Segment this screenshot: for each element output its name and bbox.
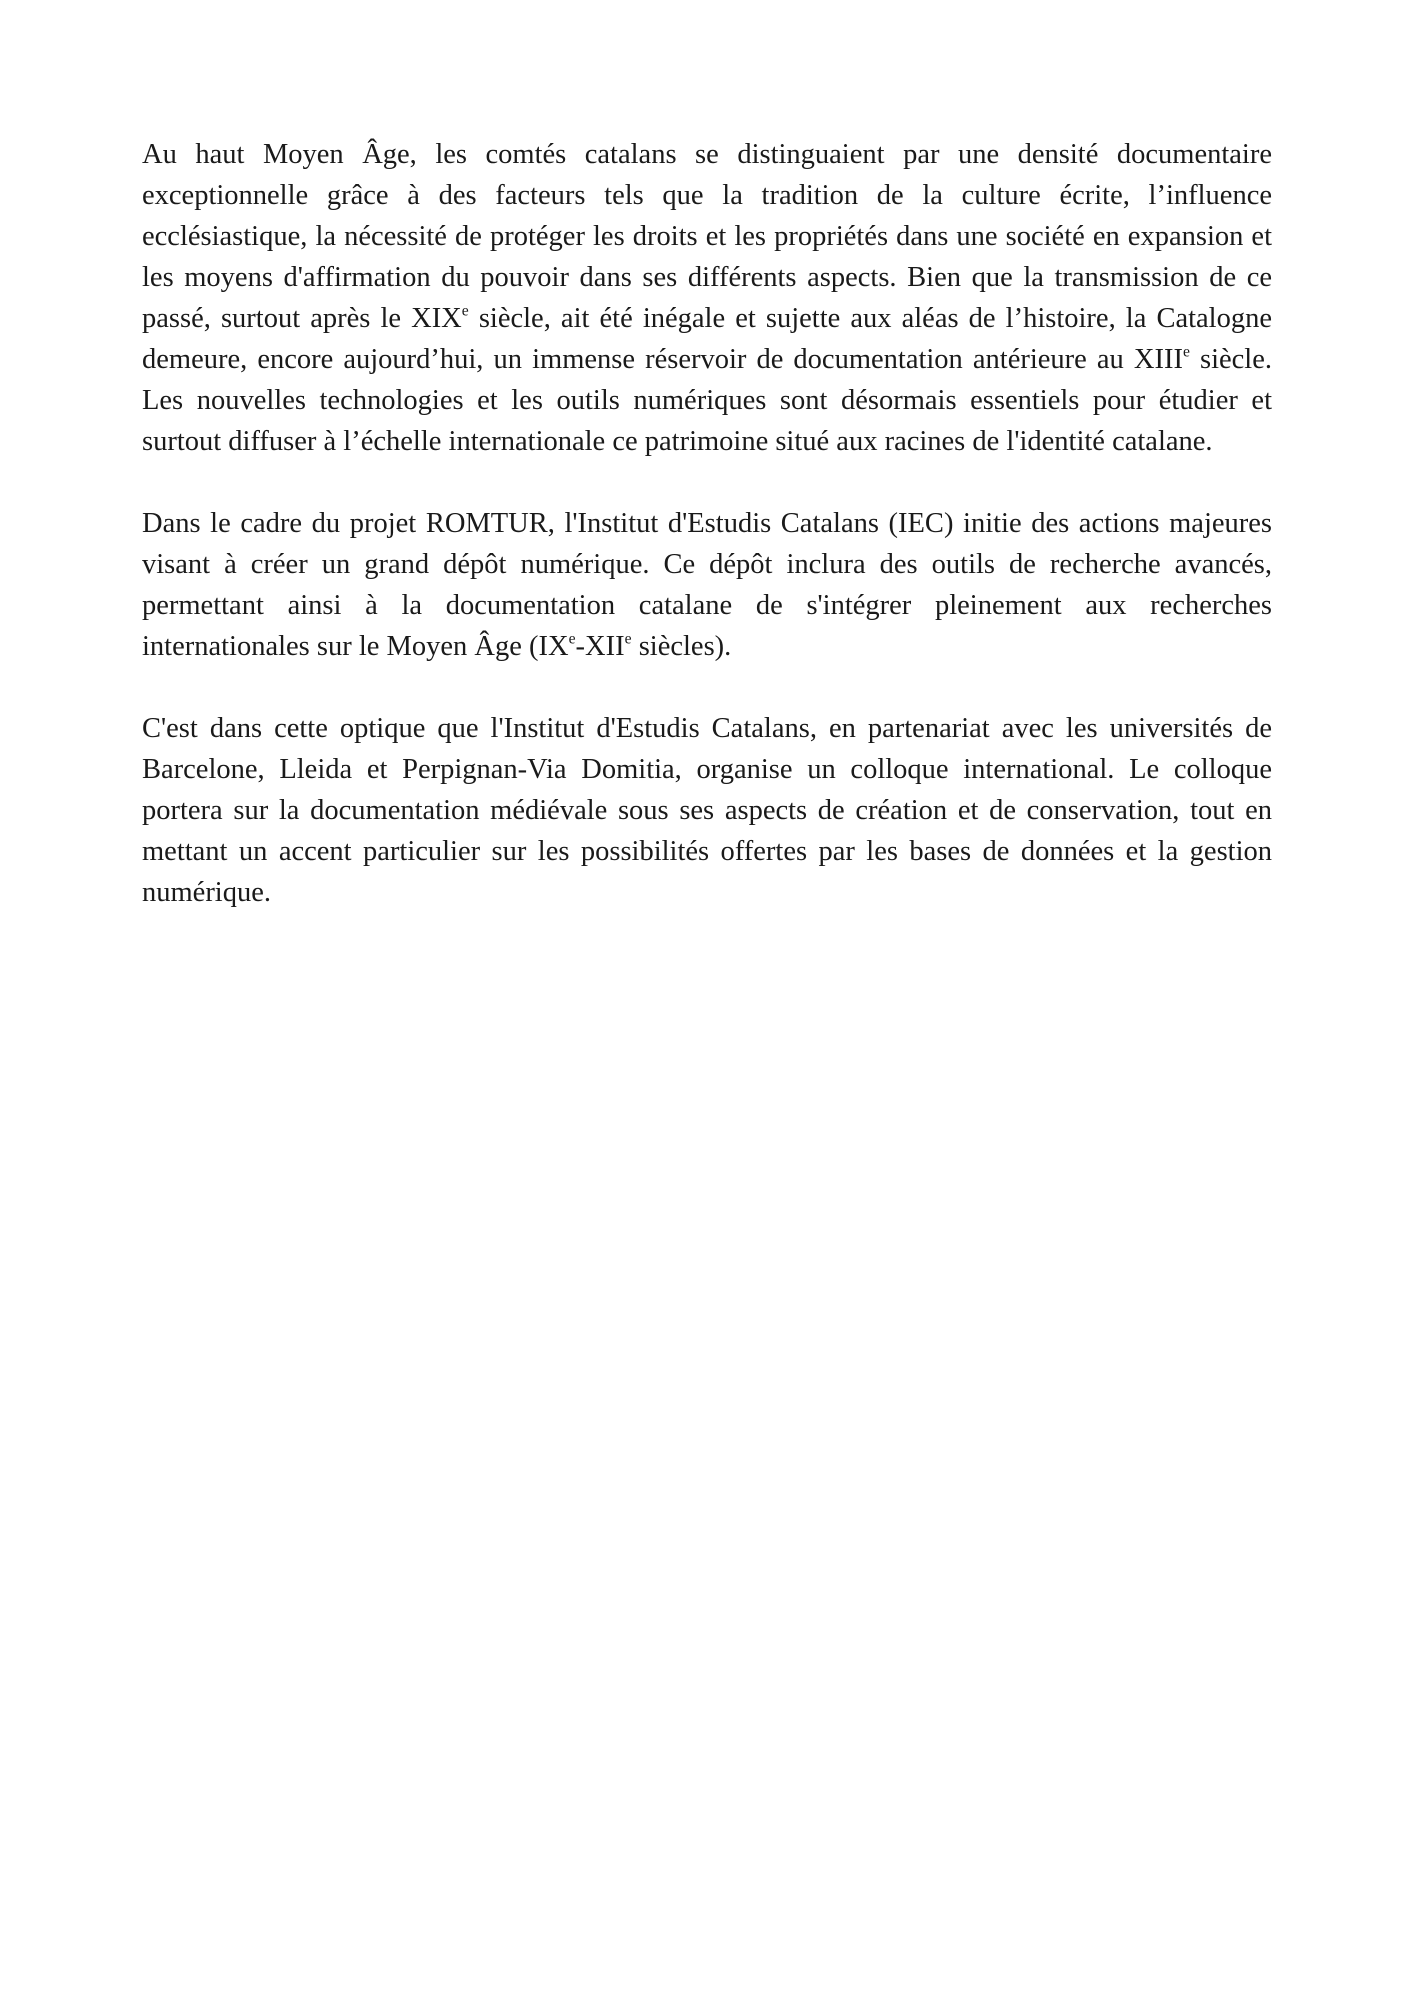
paragraph-1-text: siècle, ait été inégale et sujette aux aléas de l’histoire, la Catalogne demeure, encore aujourd’hui, un immense réservoir de documentation antérieure au XIII: [142, 303, 1272, 375]
superscript-e: e: [568, 630, 576, 648]
superscript-e: e: [1182, 343, 1190, 361]
paragraph-2: [142, 503, 1272, 667]
paragraph-1: [142, 134, 1272, 462]
paragraph-2-text: siècles).: [631, 631, 732, 662]
document-body: [142, 134, 1272, 954]
superscript-e: e: [461, 302, 469, 320]
paragraph-2-text: Dans le cadre du projet ROMTUR, l'Institut d'Estudis Catalans (IEC) initie des actions majeures visant à créer un grand dépôt numérique. Ce dépôt inclura des outils de recherche avancés, permettant ainsi à la documentation catalane de s'intégrer pleinement aux recherches internationales sur le Moyen Âge (IX: [142, 508, 1272, 662]
paragraph-3: [142, 708, 1272, 913]
paragraph-1-text: Au haut Moyen Âge, les comtés catalans se distinguaient par une densité documentaire exceptionnelle grâce à des facteurs tels que la tradition de la culture écrite, l’influence ecclésiastique, la nécessité de protéger les droits et les propriétés dans une société en expansion et les moyens d'affirmation du pouvoir dans ses différents aspects. Bien que la transmission de ce passé, surtout après le XIX: [142, 139, 1272, 334]
paragraph-2-text: -XII: [575, 631, 625, 662]
superscript-e: e: [624, 630, 632, 648]
paragraph-3-text: C'est dans cette optique que l'Institut d'Estudis Catalans, en partenariat avec les universités de Barcelone, Lleida et Perpignan-Via Domitia, organise un colloque international. Le colloque portera sur la documentation médiévale sous ses aspects de création et de conservation, tout en mettant un accent particulier sur les possibilités offertes par les bases de données et la gestion numérique.: [142, 713, 1272, 908]
paragraph-1-text: siècle. Les nouvelles technologies et les outils numériques sont désormais essentiels pour étudier et surtout diffuser à l’échelle internationale ce patrimoine situé aux racines de l'identité catalane.: [142, 344, 1272, 457]
